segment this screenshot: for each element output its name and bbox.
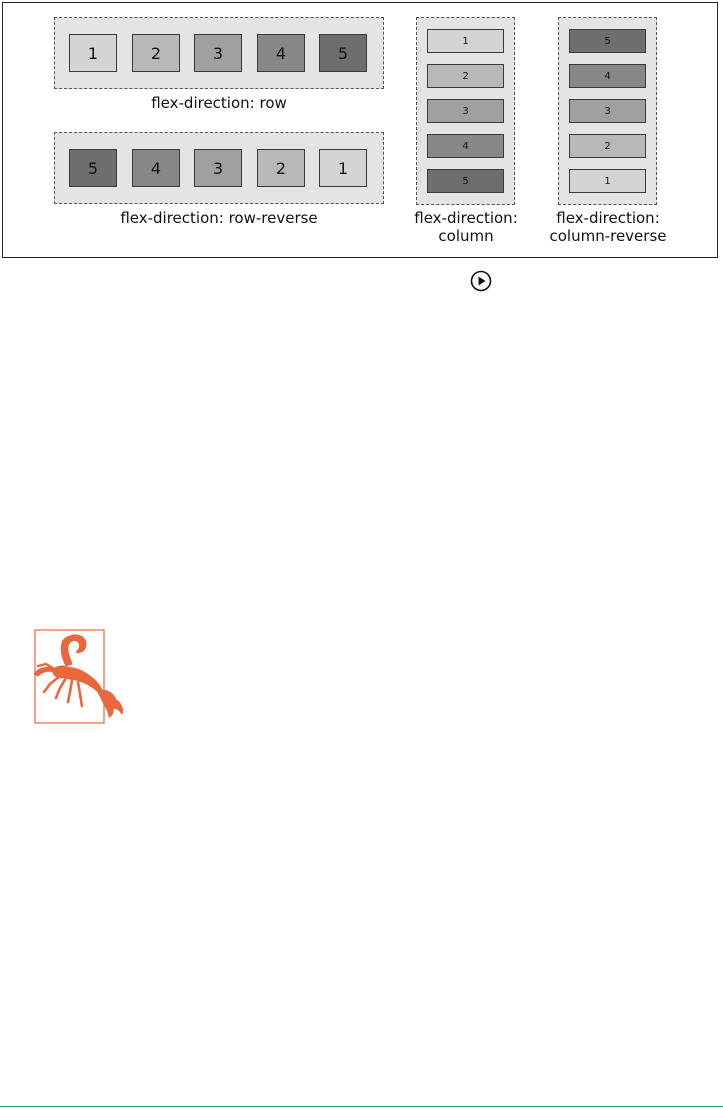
column-reverse-container [558, 17, 657, 205]
row-container [54, 17, 384, 89]
row-item: 4 [257, 34, 305, 72]
row-caption: flex-direction: row [151, 94, 287, 112]
column-item: 5 [427, 169, 504, 193]
play-icon[interactable] [470, 270, 492, 292]
column-reverse-caption-line1: flex-direction: [556, 209, 660, 227]
row-reverse-item: 3 [194, 149, 242, 187]
row-item: 1 [69, 34, 117, 72]
row-reverse-container [54, 132, 384, 204]
column-reverse-item: 3 [569, 99, 646, 123]
row-reverse-item: 5 [69, 149, 117, 187]
column-reverse-item: 2 [569, 134, 646, 158]
column-caption-line1: flex-direction: [414, 209, 518, 227]
column-reverse-caption-line2: column-reverse [549, 227, 667, 245]
flex-direction-figure [2, 2, 718, 258]
scorpion-icon [20, 628, 128, 728]
column-item: 2 [427, 64, 504, 88]
row-reverse-caption: flex-direction: row-reverse [120, 209, 318, 227]
column-item: 1 [427, 29, 504, 53]
column-item: 4 [427, 134, 504, 158]
column-reverse-item: 1 [569, 169, 646, 193]
column-caption-line2: column [438, 227, 494, 245]
column-item: 3 [427, 99, 504, 123]
row-item: 5 [319, 34, 367, 72]
column-reverse-item: 5 [569, 29, 646, 53]
footer-rule [0, 1106, 723, 1107]
row-item: 3 [194, 34, 242, 72]
row-reverse-item: 1 [319, 149, 367, 187]
column-container [416, 17, 515, 205]
row-item: 2 [132, 34, 180, 72]
column-reverse-item: 4 [569, 64, 646, 88]
row-reverse-item: 4 [132, 149, 180, 187]
row-reverse-item: 2 [257, 149, 305, 187]
